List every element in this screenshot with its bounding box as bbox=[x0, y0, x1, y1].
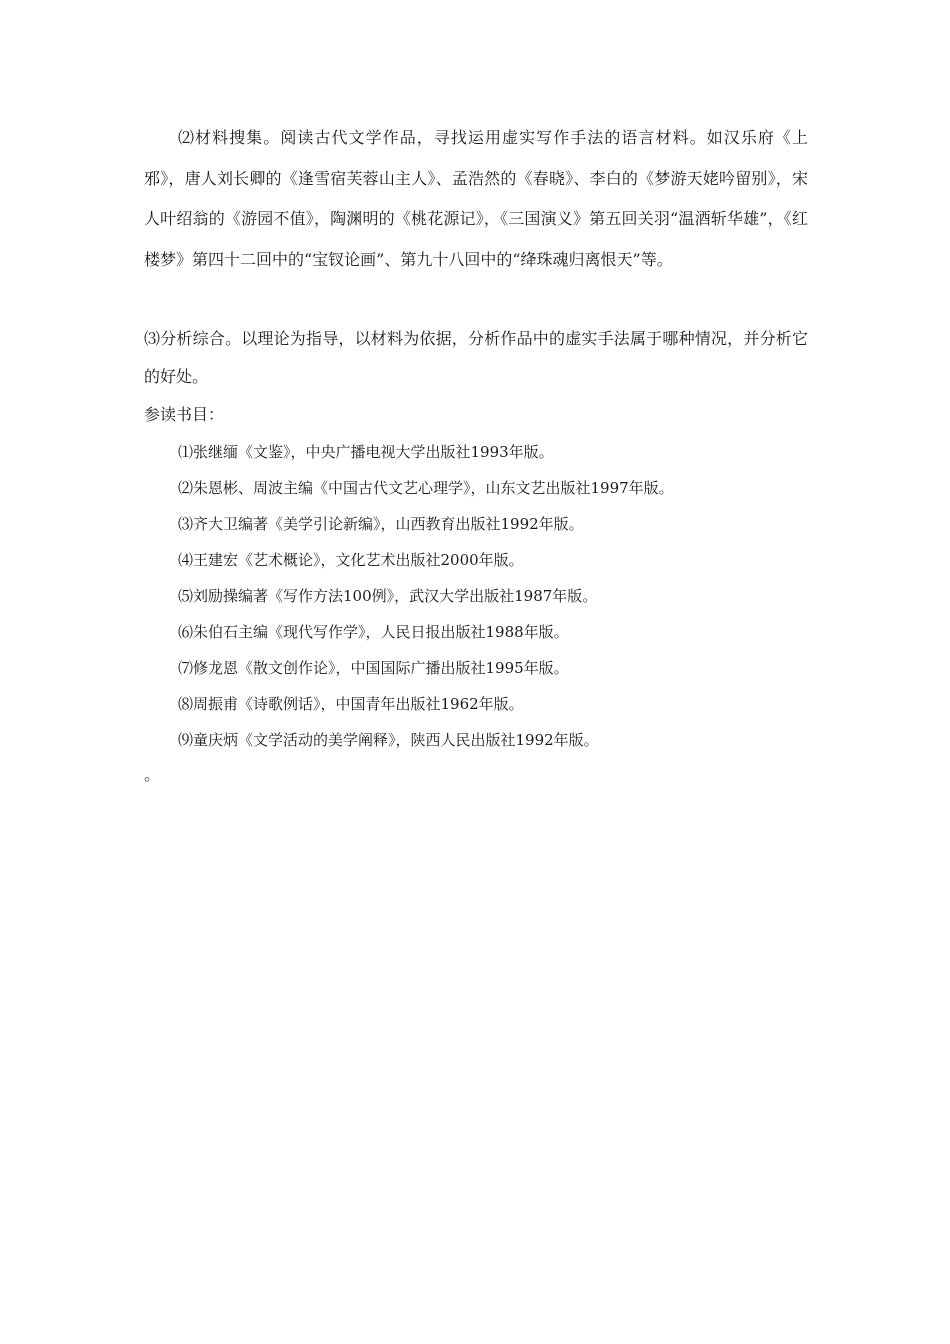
reference-item: ⑶齐大卫编著《美学引论新编》，山西教育出版社1992年版。 bbox=[178, 515, 584, 533]
paragraph-materials: ⑵材料搜集。阅读古代文学作品，寻找运用虚实写作手法的语言材料。如汉乐府《上邪》，唐人刘长卿的《逢雪宿芙蓉山主人》、孟浩然的《春晓》、李白的《梦游天姥吟留别》，宋人叶绍翁的《游园不值》，陶渊明的《桃花源记》，《三国演义》第五回关羽“温酒斩华雄”，《红楼梦》第四十二回中的“宝钗论画”、第九十八回中的“绛珠魂归离恨天”等。 bbox=[144, 128, 808, 269]
reference-item: ⑻周振甫《诗歌例话》，中国青年出版社1962年版。 bbox=[178, 695, 524, 713]
reference-item: ⑸刘励操编著《写作方法100例》，武汉大学出版社1987年版。 bbox=[178, 587, 598, 605]
reference-item: ⑷王建宏《艺术概论》，文化艺术出版社2000年版。 bbox=[178, 551, 524, 569]
reference-item: ⑴张继缅《文鉴》，中央广播电视大学出版社1993年版。 bbox=[178, 443, 554, 461]
reference-item: ⑹朱伯石主编《现代写作学》，人民日报出版社1988年版。 bbox=[178, 623, 569, 641]
paragraph-analysis: ⑶分析综合。以理论为指导，以材料为依据，分析作品中的虚实手法属于哪种情况，并分析它的好处。 bbox=[144, 329, 808, 386]
reference-item: ⑵朱恩彬、周波主编《中国古代文艺心理学》，山东文艺出版社1997年版。 bbox=[178, 479, 674, 497]
reference-item: ⑺修龙恩《散文创作论》，中国国际广播出版社1995年版。 bbox=[178, 659, 569, 677]
references-list bbox=[178, 434, 808, 758]
references-heading: 参读书目： bbox=[144, 405, 225, 424]
end-mark: 。 bbox=[144, 765, 161, 784]
reference-item: ⑼童庆炳《文学活动的美学阐释》，陕西人民出版社1992年版。 bbox=[178, 731, 599, 749]
